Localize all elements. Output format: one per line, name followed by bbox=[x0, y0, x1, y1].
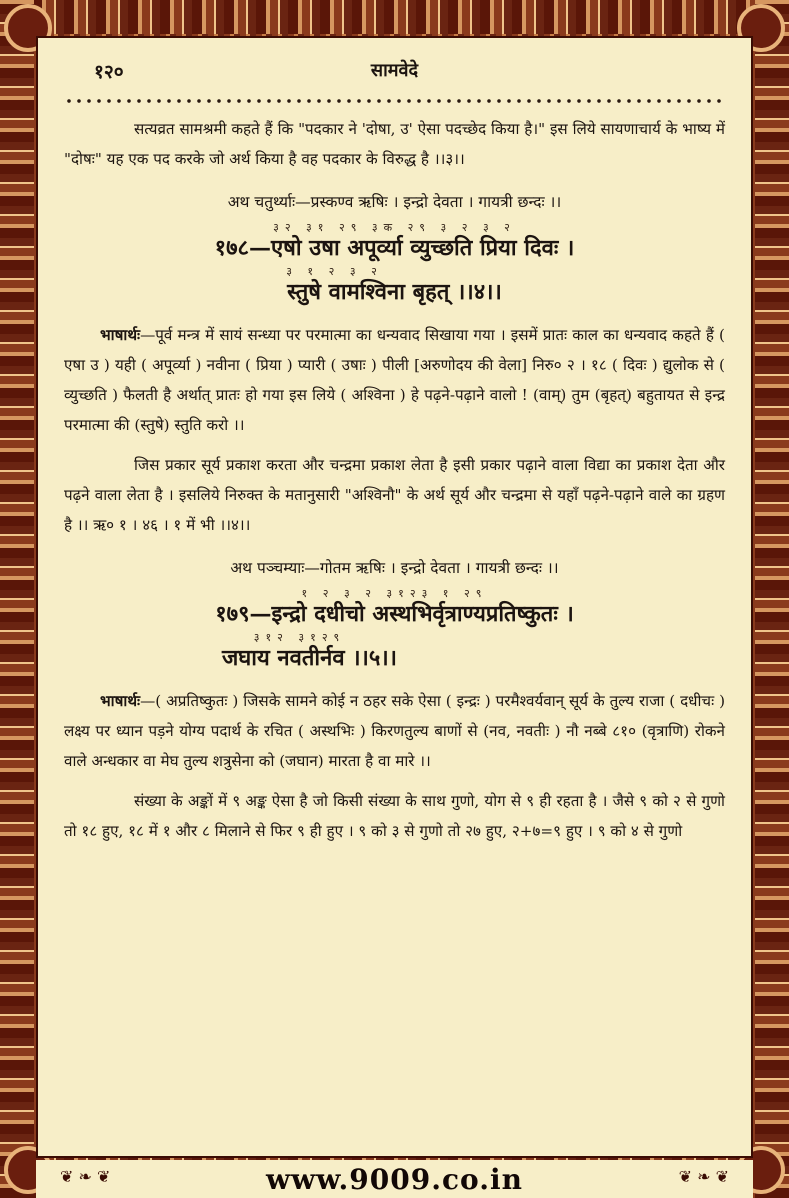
flourish-ornament: ❦ ❧ ❦ bbox=[678, 1167, 729, 1186]
mantra-line: १७८—एषो उषा अपूर्व्या व्युच्छति प्रिया दिवः । bbox=[214, 235, 575, 261]
svara-marks: १ २ ३ २ ३१२३ १ २९ bbox=[301, 587, 488, 600]
mantra-line: स्तुषे वामश्विना बृहत् ।।४।। bbox=[287, 279, 502, 305]
page-header bbox=[64, 58, 725, 84]
frame-border-left bbox=[0, 0, 34, 1198]
mantra-178 bbox=[64, 222, 725, 306]
mantra-line: १७९—इन्द्रो दधीचो अस्थभिर्वृत्राण्यप्रतिष्कुतः । bbox=[215, 601, 574, 627]
book-title: सामवेदे bbox=[370, 60, 419, 81]
frame-border-top bbox=[0, 0, 789, 34]
paragraph: सत्यव्रत सामश्रमी कहते हैं कि "पदकार ने 'दोषा, उ' ऐसा पदच्छेद किया है।" इस लिये सायणाचार्य के भाष्य में "दोषः" यह एक पद करके जो अर्थ किया है वह पदकार के विरुद्ध है ।।३।। bbox=[64, 120, 725, 168]
svara-marks: ३२ ३१ २९ ३क २९ ३ २ ३ २ bbox=[273, 221, 516, 234]
svara-marks: ३ १ २ ३ २ bbox=[286, 265, 383, 278]
rishi-devata-line: अथ पञ्चम्याः—गोतम ऋषिः । इन्द्रो देवता । गायत्री छन्दः ।। bbox=[230, 559, 559, 577]
flourish-ornament: ❦ ❧ ❦ bbox=[60, 1167, 111, 1186]
mantra-line: जघाय नवतीर्नव ।।५।। bbox=[221, 645, 398, 671]
mantra-179 bbox=[64, 588, 725, 672]
rishi-devata-line: अथ चतुर्थ्याः—प्रस्कण्व ऋषिः । इन्द्रो देवता । गायत्री छन्दः ।। bbox=[227, 193, 562, 211]
header-rule bbox=[64, 96, 725, 104]
bhashya-label: भाषार्थः bbox=[100, 326, 141, 344]
bhashya-text: —पूर्व मन्त्र में सायं सन्ध्या पर परमात्मा का धन्यवाद सिखाया गया । इसमें प्रातः काल का धन्यवाद कहते हैं ( एषा उ ) यही ( अपूर्व्या ) नवीना ( प्रिया ) प्यारी ( उषाः ) पीली [अरुणोदय की वेला] निरु० २ । १८ ( दिवः ) द्युलोक से ( व्युच्छति ) फैलती है अर्थात् प्रातः हो गया इस लिये ( अश्विना ) हे पढ़ने-पढ़ाने वालो ! (वाम्) तुम (बृहत्) बहुतायत से इन्द्र परमात्मा की (स्तुषे) स्तुति करो ।। bbox=[64, 326, 725, 434]
bhashya-paragraph bbox=[64, 320, 725, 440]
paragraph: संख्या के अङ्कों में ९ अङ्क ऐसा है जो किसी संख्या के साथ गुणो, योग से ९ ही रहता है । जैसे ९ को २ से गुणो तो १८ हुए, १८ में १ और ८ मिलाने से फिर ९ ही हुए । ९ को ३ से गुणो तो २७ हुए, २+७=९ हुए । ९ को ४ से गुणो bbox=[64, 792, 725, 840]
bhashya-paragraph bbox=[64, 686, 725, 776]
svara-marks: ३१२ ३१२९ bbox=[253, 631, 346, 644]
bhashya-text: —( अप्रतिष्कुतः ) जिसके सामने कोई न ठहर सके ऐसा ( इन्द्रः ) परमैश्वर्यवान् सूर्य के तुल्य राजा ( दधीचः ) लक्ष्य पर ध्यान पड़ने योग्य पदार्थ के रचित ( अस्थभिः ) किरणतुल्य बाणों से (नव, नवतीः ) नौ नब्बे ८१० (वृत्राणि) रोकने वाले अन्धकार वा मेघ तुल्य शत्रुसेना को (जघान) मारता है वा मारे ।। bbox=[64, 692, 725, 770]
paragraph: जिस प्रकार सूर्य प्रकाश करता और चन्द्रमा प्रकाश लेता है इसी प्रकार पढ़ाने वाला विद्या का प्रकाश देता और पढ़ने वाला लेता है । इसलिये निरुक्त के मतानुसारी "अश्विनौ" के अर्थ सूर्य और चन्द्रमा से यहाँ पढ़ने-पढ़ाने वाले का ग्रहण है ।। ऋ० १ । ४६ । १ में भी ।।४।। bbox=[64, 456, 725, 534]
footer-url: www.9009.co.in bbox=[266, 1163, 523, 1196]
book-page bbox=[36, 36, 753, 1158]
frame-border-right bbox=[755, 0, 789, 1198]
bhashya-label: भाषार्थः bbox=[100, 692, 141, 710]
page-number: १२० bbox=[94, 61, 124, 83]
